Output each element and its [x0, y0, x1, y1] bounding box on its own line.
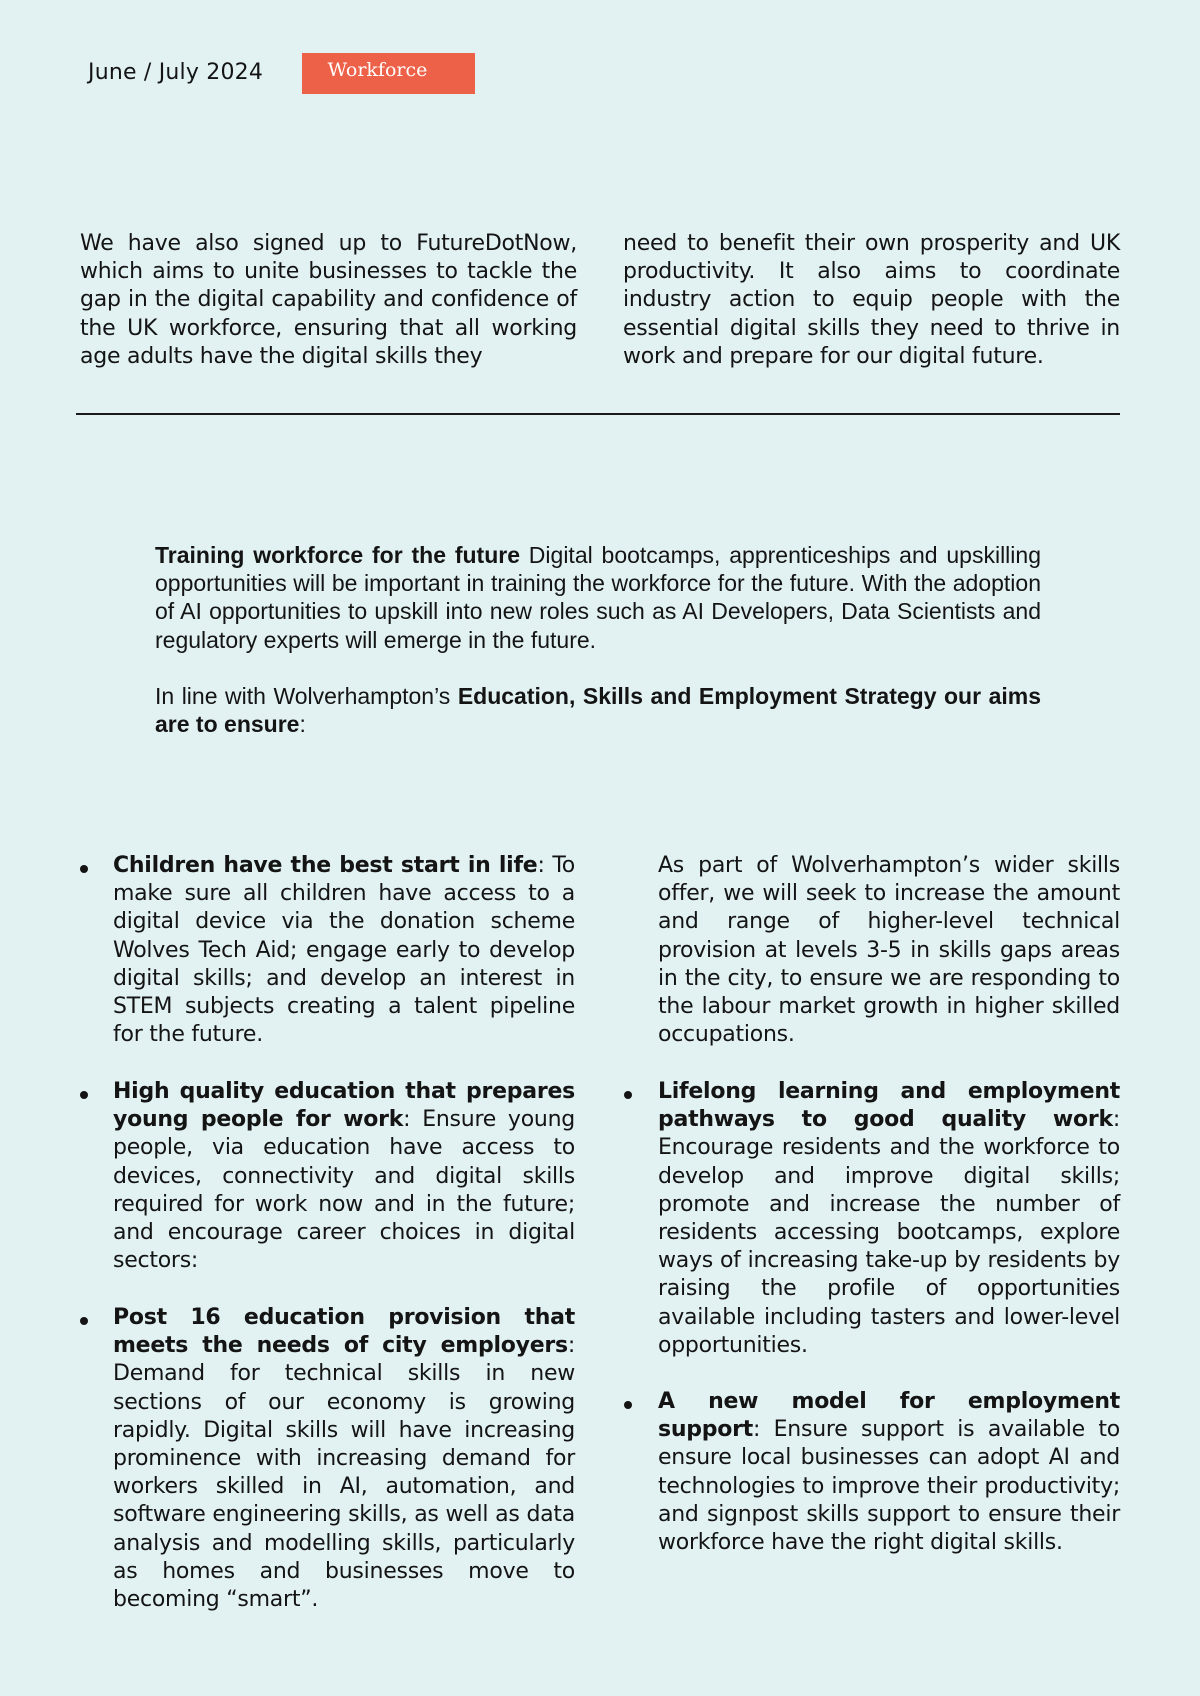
callout-paragraph-strategy [155, 682, 1041, 738]
aim-title: Children have the best start in life [113, 853, 538, 878]
aim-text: : Demand for technical skills in new sections of our economy is growing rapidly. Digital skills will have increasing prominence with increasing demand for workers skilled in AI, automation, and software engineering skills, as well as data analysis and modelling skills, particularly as homes and businesses move to becoming “smart”. [113, 1333, 575, 1613]
aim-quality-education [113, 1078, 575, 1275]
callout-lead: In line with Wolverhampton’s [155, 683, 458, 709]
section-tag: Workforce [302, 53, 475, 94]
bullet-icon [80, 1091, 88, 1099]
aim-title: Lifelong learning and employment pathways to good quality work [658, 1079, 1120, 1133]
header-date: June / July 2024 [88, 60, 264, 85]
aim-title: Post 16 education provision that meets the needs of city employers [113, 1305, 575, 1359]
aim-text: : To make sure all children have access to a digital device via the donation scheme Wolves Tech Aid; engage early to develop digital skills; and develop an interest in STEM subjects creating a talent pipeline for the future. [113, 853, 575, 1048]
intro-paragraph-right: need to benefit their own prosperity and UK productivity. It also aims to coordinate industry action to equip people with the essential digital skills they need to thrive in work and prepare for our digital future. [623, 231, 1120, 369]
bullet-icon [624, 1401, 632, 1409]
aim-text: : Encourage residents and the workforce to develop and improve digital skills; promote and increase the number of residents accessing bootcamps, explore ways of increasing take-up by residents by raising the profile of opportunities available including tasters and lower-level opportunities. [658, 1107, 1120, 1358]
strategy-name: Education, Skills and Employment Strategy our aims are to ensure [155, 683, 1041, 738]
bullet-icon [80, 1317, 88, 1325]
aim-title: A new model for employment support [658, 1389, 1120, 1443]
aim-employment-support [658, 1388, 1120, 1557]
aim-text: : Ensure young people, via education have access to devices, connectivity and digital skills required for work now and in the future; and encourage career choices in digital sectors: [113, 1107, 576, 1274]
aim-text: : Ensure support is available to ensure local businesses can adopt AI and technologies to improve their productivity; and signpost skills support to ensure their workforce have the right digital skills. [658, 1417, 1120, 1556]
callout-heading: Training workforce for the future [155, 542, 520, 568]
intro-paragraph-left: We have also signed up to FutureDotNow, which aims to unite businesses to tackle the gap in the digital capability and confidence of the UK workforce, ensuring that all working age adults have the digital skills they [80, 231, 577, 369]
bullet-icon [624, 1091, 632, 1099]
aim-lifelong-learning [658, 1078, 1120, 1360]
callout-body: Digital bootcamps, apprenticeships and upskilling opportunities will be important in training the workforce for the future. With the adoption of AI opportunities to upskill into new roles such as AI Developers, Data Scientists and regulatory experts will emerge in the future. [155, 542, 1041, 653]
bullet-icon [80, 865, 88, 873]
callout-paragraph-training [155, 541, 1041, 654]
aim-best-start [113, 852, 575, 1049]
section-divider [76, 413, 1120, 415]
aim-title: High quality education that prepares young people for work [113, 1079, 575, 1133]
callout-colon: : [299, 711, 306, 738]
aim-post16-education [113, 1304, 575, 1614]
skills-offer-paragraph: As part of Wolverhampton’s wider skills offer, we will seek to increase the amount and range of higher-level technical provision at levels 3-5 in skills gaps areas in the city, to ensure we are responding to the labour market growth in higher skilled occupations. [658, 853, 1120, 1048]
